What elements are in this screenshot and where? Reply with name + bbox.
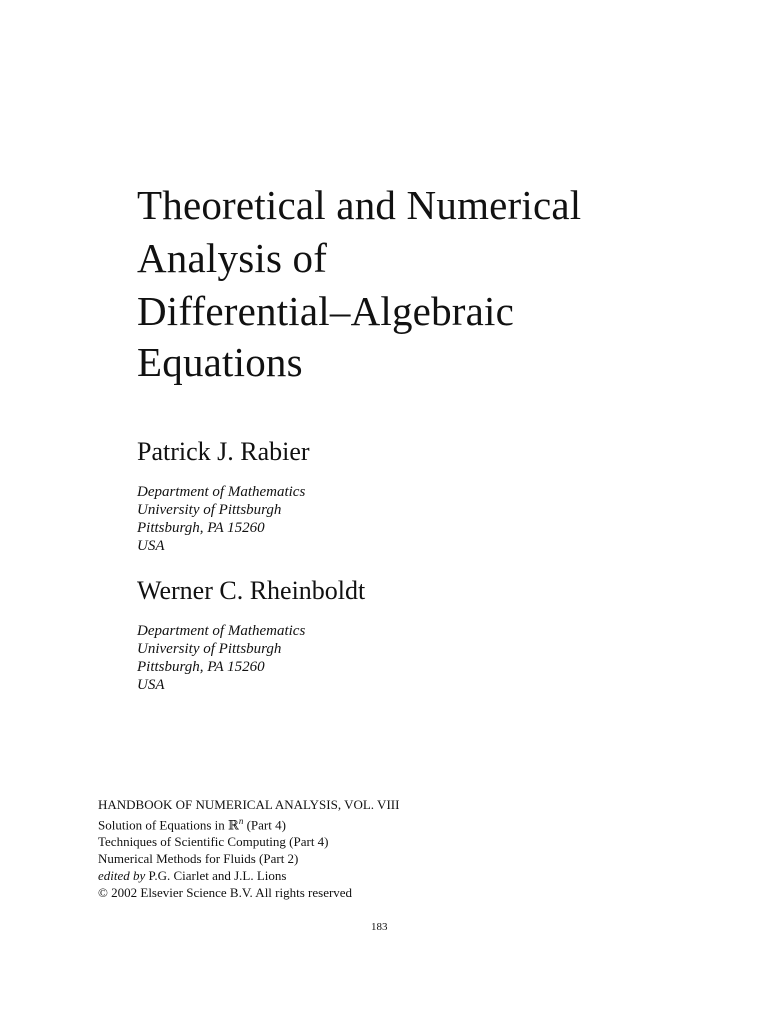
author-1-university: University of Pittsburgh <box>137 502 282 518</box>
page-number: 183 <box>371 921 388 933</box>
author-2-university: University of Pittsburgh <box>137 641 282 657</box>
edited-by-label: edited by <box>98 868 146 884</box>
solution-prefix: Solution of Equations in <box>98 817 228 833</box>
techniques-line: Techniques of Scientific Computing (Part 4) <box>98 834 329 850</box>
editors-line <box>98 867 399 884</box>
author-2-country: USA <box>137 677 165 693</box>
handbook-line: HANDBOOK OF NUMERICAL ANALYSIS, VOL. VIII <box>98 797 400 812</box>
title-line-3: Differential–Algebraic <box>137 288 515 334</box>
author-1-name: Patrick J. Rabier <box>137 437 310 466</box>
title-line-2: Analysis of <box>137 235 328 281</box>
author-1-city: Pittsburgh, PA 15260 <box>137 520 265 536</box>
dimension-exponent: n <box>238 816 244 826</box>
title-line-4: Equations <box>137 339 303 385</box>
editors-names: P.G. Ciarlet and J.L. Lions <box>145 868 287 884</box>
fluids-line: Numerical Methods for Fluids (Part 2) <box>98 851 299 867</box>
author-1-department: Department of Mathematics <box>137 484 306 500</box>
title-line-1: Theoretical and Numerical <box>137 182 582 228</box>
author-2-city: Pittsburgh, PA 15260 <box>137 659 265 675</box>
author-1-country: USA <box>137 538 165 554</box>
solution-suffix: (Part 4) <box>243 817 286 833</box>
author-2-name: Werner C. Rheinboldt <box>137 576 366 605</box>
copyright-line: © 2002 Elsevier Science B.V. All rights reserved <box>98 885 353 901</box>
series-block <box>98 796 399 901</box>
solution-line <box>98 813 399 833</box>
author-2-department: Department of Mathematics <box>137 623 306 639</box>
real-space-symbol: ℝ <box>228 817 239 833</box>
